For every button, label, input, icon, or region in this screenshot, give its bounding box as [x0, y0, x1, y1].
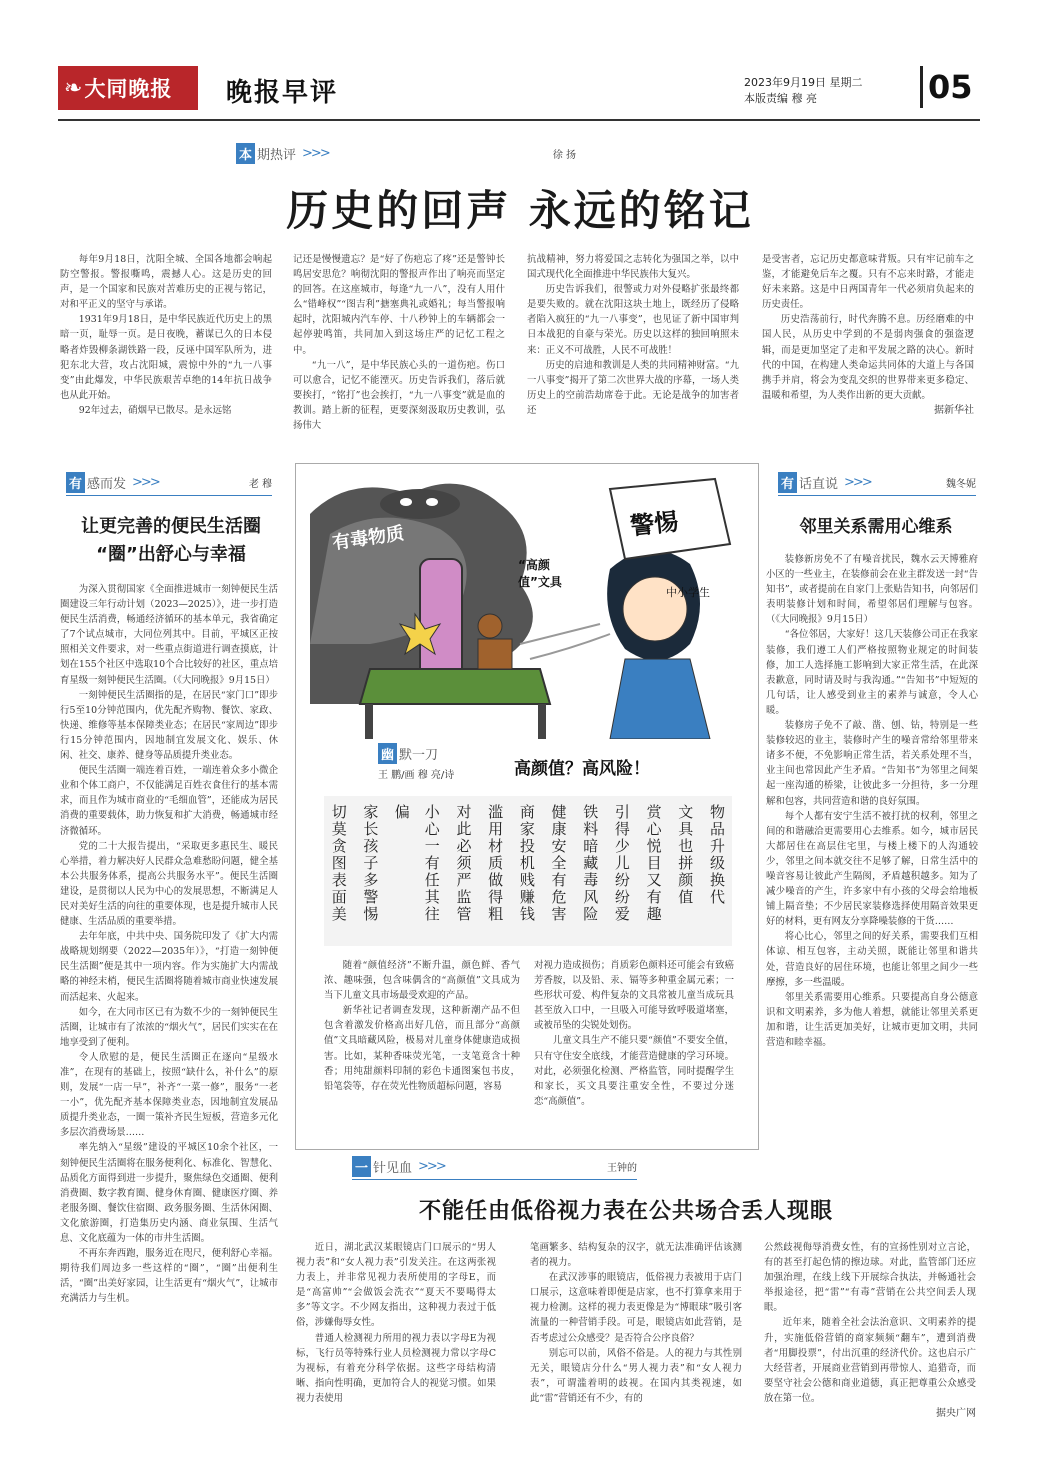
logo	[58, 66, 198, 110]
page-number: 05	[928, 68, 973, 106]
bottom-col-2: 笔画繁多、结构复杂的汉字，就无法准确评估该测者的视力。 在武汉涉事的眼镜店，低俗视力表被用于店门口展示，这意味着即便是店家，也不打算拿来用于视力检测。这样的视力表更像是为“博眼球”吸引客流量的一种营销手段。可是，眼镜店如此营销，是否考虑过公众感受？是否符合公序良俗？ 别忘可以前，风俗不俗是。人的视力与其性别无关，眼镜店分什么“男人视力表”和“女人视力表”，可谓滥着明的歧视。在国内其类视速，如此“雷”营销还有不少，有的	[530, 1242, 742, 1404]
bottom-title: 不能任由低俗视力表在公共场合丢人现眼	[418, 1199, 833, 1224]
poem-box	[324, 796, 732, 946]
left-body: 为深入贯彻国家《全面推进城市一刻钟便民生活圈建设三年行动计划（2023—2025）》，进一步打造便民生活消费，畅通经济循环的基本单元，我省确定了7个试点城市，大同位列其中。目前，平城区正按照相关文件要求，对一些重点街道进行调查摸底，计划在155个社区中选取10个合比较好的社区，重点培育星级一刻钟便民生活圈。（《大同晚报》9月15日） 一刻钟便民生活圈指的是，在居民“家门口”即步行5至10分钟范围内，优先配齐购物、餐饮、家政、快递、维修等基本保障类业态；在居民“家周边”即步行15分钟范围内，因地制宜发展文化、娱乐、休闲、社交、康养、健身等品质提升类业态。 便民生活圈一端连着百姓，一端连着众多小微企业和个体工商户，不仅能满足百姓衣食住行的基本需求，而且作为城市商业的“毛细血管”，还能成为居民消费的重要载体，助力恢复和扩大消费，畅通城市经济微循环。 党的二十大报告提出，“采取更多惠民生、暖民心举措，着力解决好人民群众急难愁盼问题，健全基本公共服务体系，提高公共服务水平”。便民生活圈建设，是贯彻以人民为中心的发展思想，不断满足人民对美好生活的向往的重要体现，也是提升城市人民健康、生活品质的重要举措。 去年年底，中共中央、国务院印发了《扩大内需战略规划纲要（2022—2035年）》，“打造一刻钟便民生活圈”便是其中一项内容。作为实施扩大内需战略的神经末梢，便民生活圈将随着城市商业快速发展而活起来、火起来。 如今，在大同市区已有为数不少的一刻钟便民生活圈，让城市有了浓浓的“烟火气”，居民们实实在在地享受到了便利。 令人欣慰的是，便民生活圈正在逐向“星级水准”，在现有的基础上，按照“缺什么，补什么”的原则，发展“一店一早”，补齐“一菜一修”，服务“一老一小”，优先配齐基本保障类业态，因地制宜发展品质提升类业态，一圈一策补齐民生短板，营造多元化多层次消费场景…… 率先纳入“星级”建设的平城区10余个社区，一刻钟便民生活圈将在服务便利化、标准化、智慧化、品质化方面得到进一步提升，聚焦绿色交通圈、便利消费圈、数字教育圈、健身休育圈、健康医疗圈、养老服务圈、餐饮住宿圈、政务服务圈、生活休闲圈、文化旅游圈，打造集历史内涵、商业氛围、生活气息、文化底蕴为一体的市井生活圈。 不再东奔西跑，服务近在咫尺，便利舒心幸福。期待我们周边多一些这样的“圈”，“圈”出便利生活，“圈”出美好家园，让生活更有“烟火气”，让城市充满活力与生机。	[60, 584, 278, 1305]
cartoon-caption: 高颜值？高风险！	[514, 759, 650, 779]
chevrons-icon: >>>	[132, 474, 159, 490]
poem-line: 商家投机贱赚钱	[517, 804, 536, 923]
page-divider	[920, 66, 923, 108]
right-body: 装修新房免不了有噪音扰民，魏水云天博雅府小区的一些业主，在装修前会在业主群发送一封“告知书”，或者提前在自家门上张贴告知书，向邻居们表明装修计划和时间，希望邻居们理解与包容。（《大同晚报》9月15日） “各位邻居，大家好！这几天装修公司正在我家装修，我们遵工人们严格按照物业规定的时间装修，加工人选择施工影响到大家正常生活，在此深表歉意，同时请及时与我沟通。”“告知书”中短短的几句话，让人感受到业主的素养与诚意，令人心暖。 装修房子免不了敲、凿、刨、钻，特别是一些装修较迟的业主，装修时产生的噪音常给邻里带来诸多不便，不免影响正常生活，若关系处理不当，业主间也常因此产生矛盾。“告知书”为邻里之间架起一座沟通的桥梁，让彼此多一分担待，多一分理解和包容，共同营造和谐的良好氛围。 每个人都有安宁生活不被打扰的权利，邻里之间的和谐融洽更需要用心去维系。如今，城市居民大都居住在高层住宅里，与楼上楼下的人沟通较少，邻里之间本就交往不足够了解，日常生活中的噪音容易让彼此产生隔阂，矛盾越积越多。知为了减少噪音的产生，许多家中有小孩的父母会给地板铺上隔音垫；不少居民家装修选择使用隔音效果更好的材料，更有网友分享降噪装修的干货…… 将心比心，邻里之间的好关系，需要我们互相体谅、相互包容，主动关照，既能让邻里和谐共处，营造良好的居住环境，也能让邻里之间少一些摩擦，多一些温暖。 邻里关系需要用心维系。只要提高自身公德意识和文明素养，多为他人着想，就能让邻里关系更加和谐，让生活更加美好，让城市更加文明，共同营造和睦幸福。	[766, 554, 978, 1048]
main-col-1: 每年9月18日，沈阳全城、全国各地都会响起防空警报。警报嘶鸣，震撼人心。这是历史的回声，是一个国家和民族对苦难历史的正视与铭记，对和平正义的坚守与承诺。 1931年9月18日，是中华民族近代历史上的黑暗一页，耻辱一页。是日夜晚，蓄谋已久的日本侵略者炸毁柳条湖铁路一段，反诬中国军队所为，进犯东北大营，攻占沈阳城，震惊中外的“九一八事变”由此爆发，中华民族艰苦卓绝的14年抗日战争也从此开始。 92年过去，硝烟早已散尽。是永远铭	[60, 254, 272, 416]
right-tag-rule	[778, 495, 976, 496]
right-title: 邻里关系需用心维系	[799, 517, 953, 537]
cartoon-label-value: “高颜值”文具	[518, 558, 562, 589]
cartoon-text-col-1: 随着“颜值经济”不断升温，颜色鲜、香气浓、趣味强，包含味偶含的“高颜值”文具成为当下儿童文具市场最受欢迎的产品。 新华社记者调查发现，这种新潮产品不但包含着激发价格高出好几倍，而且部分“高颜值”文具暗藏风险，极易对儿童身体健康造成损害。比如，某种香味荧光笔，一支笔竟含十种香；用纯甜颜料印制的彩色卡通图案包书皮，铅笔袋等，存在荧光性物质超标问题，容易	[324, 960, 520, 1092]
poem-line: 家长孩子多警惕	[361, 804, 380, 923]
cartoon-box	[295, 463, 759, 1150]
page-editor: 本版责编 穆 亮	[744, 92, 817, 105]
tag-label: 期热评	[257, 147, 297, 163]
poem-line: 对此必须严监管	[454, 804, 473, 923]
cartoon-credits: 王 鹏/画 穆 亮/诗	[378, 770, 455, 781]
main-source: 据新华社	[934, 404, 974, 416]
chevrons-icon: >>>	[844, 474, 871, 490]
tag-badge: 本	[236, 143, 255, 164]
cartoon-label-student: 中小学生	[666, 586, 710, 599]
poem-line: 文具也拼颜值	[676, 804, 695, 906]
poem-line: 滥用材质做得粗	[486, 804, 505, 923]
main-col-3: 抗战精神，努力将爱国之志转化为强国之举，以中国式现代化全面推进中华民族伟大复兴。 历史告诉我们，很警或力对外侵略扩张最终都是要失败的。就在沈阳这块土地上，既经历了侵略者陷入疯狂的“九一八事变”，也见证了新中国审判日本战犯的自豪与荣光。历史以这样的独回响照未来：正义不可战胜，人民不可战胜！ 历史的启迪和教训是人类的共同精神财富。“九一八事变”揭开了第二次世界大战的序幕，一场人类历史上的空前浩劫席卷于此。无论是战争的加害者还	[527, 254, 739, 416]
chevrons-icon: >>>	[418, 1158, 445, 1174]
cartoon-label-warning: 警惕	[628, 507, 680, 541]
issue-date: 2023年9月19日 星期二	[744, 76, 863, 89]
right-tag: 有 话直说 >>> 魏冬妮	[778, 471, 976, 493]
poem-line: 小心一有任其往偏	[392, 804, 441, 923]
section-name: 晚报早评	[226, 78, 339, 108]
header-rule	[58, 119, 980, 121]
poem-line: 切莫贪图表面美	[329, 804, 348, 923]
bottom-col-3: 公然歧视侮辱消费女性，有的宣扬性别对立言论，有的甚至打起色情的擦边球。对此，监管部门还应加强治理，在线上线下开展综合执法，并畅通社会举报途径，把“雷”“有毒”营销在公共空间丢人现眼。 近年来，随着全社会法治意识、文明素养的提升，实施低俗营销的商家频频“翻车”，遭到消费者“用脚投票”，付出沉重的经济代价。这也启示广大经营者，开展商业营销到再带惊人、追猎奇，而要坚守社会公德和商业道德，真正把尊重公众感受放在第一位。 据央广网	[764, 1240, 976, 1421]
cartoon-label-smoke: 有毒物质	[331, 523, 406, 554]
main-author: 徐 扬	[552, 149, 576, 161]
flame-icon: ❧	[64, 75, 83, 101]
poem-line: 引得少儿纷纷爱	[612, 804, 631, 923]
bottom-tag: 一 针见血 >>> 王钟的	[352, 1155, 637, 1177]
logo-text: 大同晚报	[84, 77, 173, 101]
left-title-2: “圈”出舒心与幸福	[96, 544, 246, 565]
poem-line: 健康安全有危害	[549, 804, 568, 923]
masthead	[58, 62, 980, 118]
bottom-col-1: 近日，湖北武汉某眼镜店门口展示的“男人视力表”和“女人视力表”引发关注。在这两张视力表上，并非常见视力表所使用的字母E，而是“高富帅”“会做饭会洗衣”“夏天不要喝得太多”等文字。不少网友指出，这种视力表过于低俗，涉嫌侮辱女性。 普通人检测视力所用的视力表以字母E为视标，飞行员等特殊行业人员检测视力常以字母C为视标，有着充分科学依据。这些字母结构清晰、指向性明确，更加符合人的视觉习惯。如果视力表使用	[296, 1242, 496, 1404]
cartoon-illustration	[310, 474, 746, 739]
left-tag: 有 感而发 >>> 老 穆	[66, 471, 272, 493]
bottom-source: 据央广网	[936, 1408, 976, 1420]
main-title: 历史的回声 永远的铭记	[286, 186, 754, 235]
left-tag-rule	[66, 495, 272, 496]
main-col-2: 记还是慢慢遗忘？是“好了伤疤忘了疼”还是警钟长鸣居安思危？响彻沈阳的警报声作出了响亮而坚定的回答。在这座城市，每逢“九一八”，没有人用什么“错峰权”“图吉利”搪塞典礼或婚礼；每当警报响起时，沈阳城内汽车停、十八秒钟上的车辆都会一起停驶鸣笛，共同加入到这场庄严的记忆工程之中。 “九一八”，是中华民族心头的一道伤疤。伤口可以愈合，记忆不能湮灭。历史告诉我们，落后就要挨打，“铭打”也会挨打，“九一八事变”就是血的教训。踏上新的征程，更要深刻汲取历史教训，弘扬伟大	[293, 254, 505, 432]
main-tag	[236, 142, 576, 164]
poem	[324, 796, 732, 938]
chevrons-icon: >>>	[302, 145, 329, 161]
bottom-tag-rule	[352, 1179, 637, 1180]
left-title-1: 让更完善的便民生活圈	[81, 516, 261, 537]
cartoon-tag: 幽 默一刀	[378, 742, 498, 764]
poem-line: 物品升级换代	[707, 804, 726, 906]
main-col-4: 是受害者，忘记历史都意味背叛。只有牢记前车之鉴，才能避免后车之覆。只有不忘来时路，才能走好未来路。这是中日两国青年一代必须肩负起来的历史责任。 历史浩荡前行，时代奔腾不息。历经磨难的中国人民，从历史中学到的不是弱肉强食的强盗逻辑，而是更加坚定了走和平发展之路的决心。新时代的中国，在构建人类命运共同体的大道上与各国携手并肩，将会为变乱交织的世界带来更多稳定、温暖和希望，为人类作出新的更大贡献。 据新华社	[762, 252, 974, 418]
poem-line: 铁料暗藏毒风险	[581, 804, 600, 923]
cartoon-text-col-2: 对视力造成损伤；肖质彩色颜料还可能会有致癌芳香胺，以及铅、汞、镉等多种重金属元素；一些形状可爱、构件复杂的文具常被儿童当成玩具甚至放入口中，一旦吸入可能导致呼吸道堵塞，或被吊坠的尖锐处划伤。 儿童文具生产不能只要“颜值”不要安全值，只有守住安全底线，才能营造健康的学习环境。对此，必须强化检测、严格监管，同时提醒学生和家长，买文具要注重安全性，不要过分迷恋“高颜值”。	[534, 960, 734, 1107]
poem-line: 赏心悦目又有趣	[644, 804, 663, 923]
